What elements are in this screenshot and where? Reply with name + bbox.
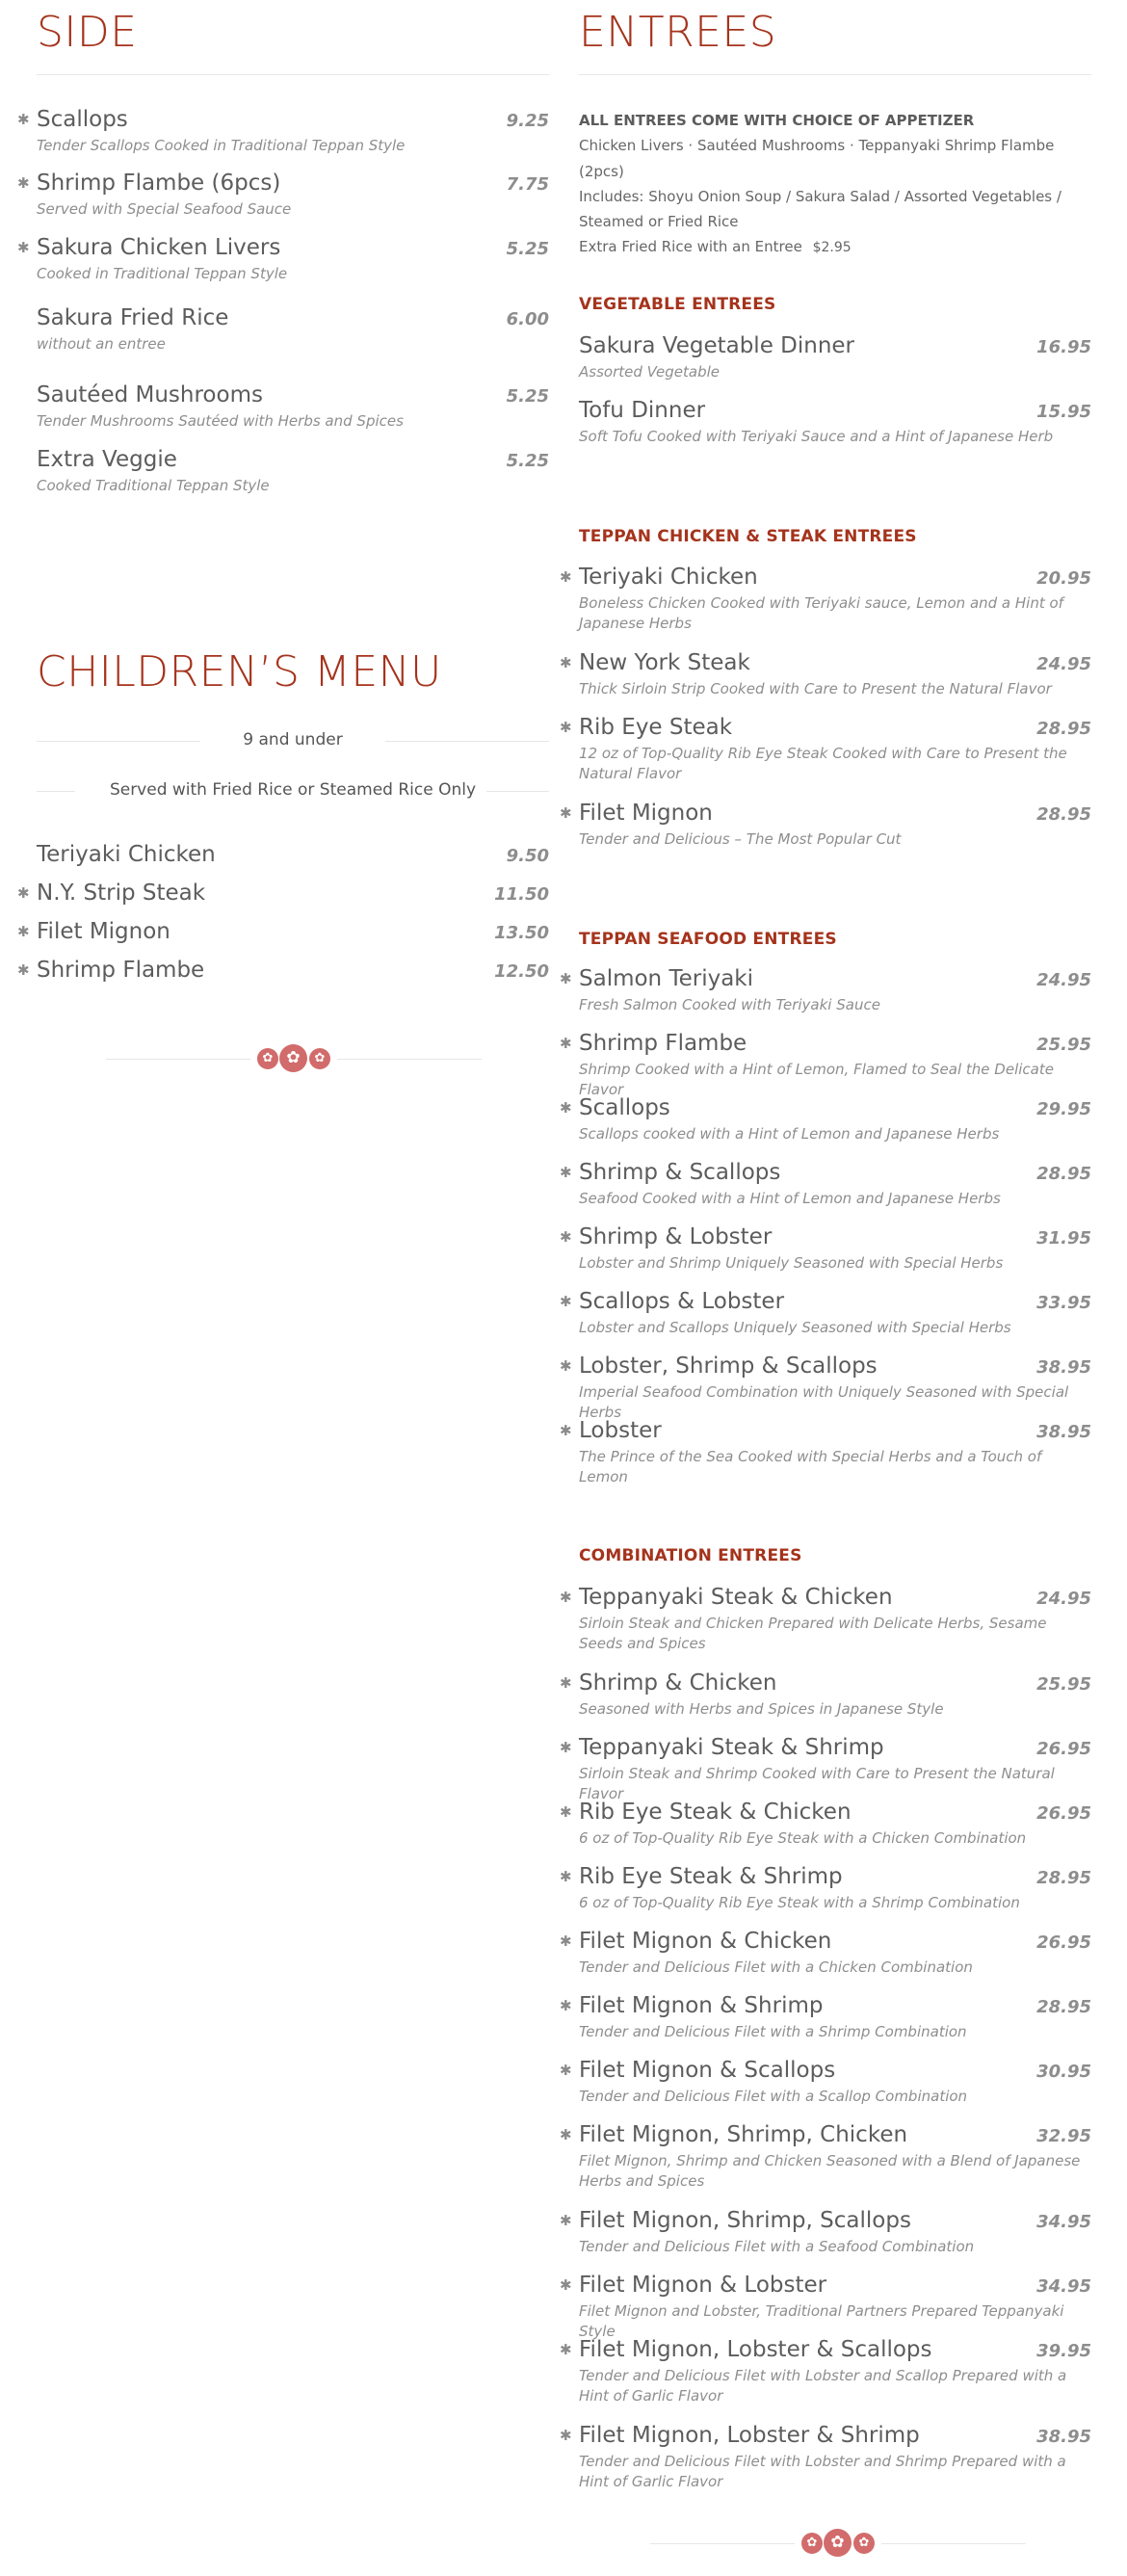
item-name: Filet Mignon & Scallops	[579, 2058, 836, 2083]
item-price: 34.95	[1036, 2212, 1091, 2232]
item-name: Filet Mignon	[37, 919, 170, 944]
item-price: 5.25	[506, 451, 549, 471]
item-price: 6.00	[506, 309, 549, 329]
entrees-note-heading: ALL ENTREES COME WITH CHOICE OF APPETIZER	[579, 112, 975, 129]
star-icon: ✱	[560, 1422, 572, 1439]
item-description: Cooked in Traditional Teppan Style	[37, 264, 288, 282]
side-item	[37, 446, 549, 496]
entrees-title-rule	[579, 74, 1091, 75]
sakura-flower-icon	[279, 1044, 307, 1072]
extra-rice-label: Extra Fried Rice with an Entree	[579, 238, 802, 256]
item-description: Tender Mushrooms Sautéed with Herbs and Spices	[37, 411, 404, 430]
item-name: Lobster, Shrimp & Scallops	[579, 1354, 878, 1379]
seafood-item	[560, 1417, 1091, 1487]
item-price: 39.95	[1036, 2341, 1091, 2361]
section-ornament	[106, 1044, 482, 1073]
combination-item	[560, 2207, 1091, 2257]
item-name: Teppanyaki Steak & Shrimp	[579, 1735, 884, 1760]
item-description: without an entree	[37, 334, 166, 353]
item-description: Seasoned with Herbs and Spices in Japanese Style	[579, 1699, 944, 1718]
item-price: 30.95	[1036, 2062, 1091, 2082]
item-description: Tender and Delicious Filet with a Chicken Combination	[579, 1958, 973, 1976]
item-description: Tender and Delicious Filet with a Shrimp Combination	[579, 2022, 967, 2040]
item-name: Shrimp Flambe (6pcs)	[37, 171, 281, 196]
star-icon: ✱	[560, 1099, 572, 1117]
item-price: 38.95	[1036, 1357, 1091, 1378]
star-icon: ✱	[560, 1868, 572, 1885]
item-name: Filet Mignon & Shrimp	[579, 1993, 824, 2018]
chicken-steak-heading: TEPPAN CHICKEN & STEAK ENTREES	[579, 527, 917, 546]
item-name: Scallops	[37, 107, 128, 132]
item-name: Filet Mignon, Lobster & Scallops	[579, 2337, 932, 2362]
item-description: Fresh Salmon Cooked with Teriyaki Sauce	[579, 995, 880, 1013]
item-name: Shrimp & Chicken	[579, 1670, 777, 1695]
entrees-note-appetizers: Chicken Livers · Sautéed Mushrooms · Teppanyaki Shrimp Flambe (2pcs)	[579, 137, 1055, 180]
star-icon: ✱	[560, 2427, 572, 2444]
item-price: 11.50	[494, 884, 549, 905]
entrees-note-includes: Includes: Shoyu Onion Soup / Sakura Salad / Assorted Vegetables / Steamed or Fried Rice	[579, 187, 1061, 230]
item-description: The Prince of the Sea Cooked with Special Herbs and a Touch of Lemon	[579, 1447, 1042, 1485]
item-price: 28.95	[1036, 1868, 1091, 1888]
item-price: 26.95	[1036, 1739, 1091, 1759]
item-price: 26.95	[1036, 1932, 1091, 1953]
children-title: CHILDREN’S MENU	[37, 647, 442, 697]
side-title-rule	[37, 74, 549, 75]
entrees-note	[579, 108, 1091, 260]
item-price: 5.25	[506, 386, 549, 407]
item-price: 29.95	[1036, 1099, 1091, 1119]
item-price: 34.95	[1036, 2276, 1091, 2297]
combination-item	[560, 1734, 1091, 1804]
item-name: Teriyaki Chicken	[579, 565, 758, 590]
item-description: Tender and Delicious – The Most Popular Cut	[579, 829, 902, 848]
item-description: Sirloin Steak and Shrimp Cooked with Care to Present the Natural Flavor	[579, 1764, 1055, 1802]
item-price: 9.50	[506, 846, 549, 866]
item-price: 13.50	[494, 923, 549, 943]
combination-item	[560, 2336, 1091, 2406]
seafood-item	[560, 1159, 1091, 1209]
star-icon: ✱	[17, 239, 30, 256]
combination-item	[560, 1992, 1091, 2042]
divider	[881, 2543, 1026, 2544]
item-name: Extra Veggie	[37, 447, 177, 472]
item-description: Thick Sirloin Strip Cooked with Care to Present the Natural Flavor	[579, 679, 1052, 697]
item-description: Sirloin Steak and Chicken Prepared with Delicate Herbs, Sesame Seeds and Spices	[579, 1614, 1047, 1652]
item-name: Shrimp & Scallops	[579, 1160, 781, 1185]
star-icon: ✱	[560, 1674, 572, 1692]
item-price: 5.25	[506, 239, 549, 259]
item-description: Tender and Delicious Filet with a Seafood Combination	[579, 2237, 975, 2255]
item-price: 38.95	[1036, 1422, 1091, 1442]
item-name: Salmon Teriyaki	[579, 966, 754, 991]
star-icon: ✱	[560, 1803, 572, 1821]
item-name: Filet Mignon	[579, 801, 713, 826]
item-name: Sakura Fried Rice	[37, 305, 229, 330]
item-price: 24.95	[1036, 654, 1091, 674]
entrees-note-extra-rice	[579, 234, 1091, 260]
chicken-steak-item	[560, 800, 1091, 850]
star-icon: ✱	[560, 2126, 572, 2143]
combination-item	[560, 2272, 1091, 2342]
item-price: 20.95	[1036, 568, 1091, 589]
chicken-steak-item	[560, 714, 1091, 784]
star-icon: ✱	[560, 654, 572, 671]
star-icon: ✱	[560, 1589, 572, 1606]
star-icon: ✱	[560, 1293, 572, 1310]
item-description: Scallops cooked with a Hint of Lemon and Japanese Herbs	[579, 1124, 1000, 1143]
item-name: Teppanyaki Steak & Chicken	[579, 1585, 893, 1610]
item-name: Filet Mignon, Shrimp, Scallops	[579, 2208, 911, 2233]
item-name: Tofu Dinner	[579, 398, 706, 423]
children-item	[17, 957, 549, 985]
item-name: Sakura Chicken Livers	[37, 235, 281, 260]
item-price: 16.95	[1036, 337, 1091, 357]
children-age-note-row	[37, 728, 549, 753]
star-icon: ✱	[560, 1228, 572, 1246]
item-price: 24.95	[1036, 1589, 1091, 1609]
children-item	[37, 841, 549, 869]
combination-item	[560, 1863, 1091, 1913]
item-price: 28.95	[1036, 804, 1091, 825]
star-icon: ✱	[17, 923, 30, 940]
side-item	[17, 106, 549, 156]
item-description: Seafood Cooked with a Hint of Lemon and Japanese Herbs	[579, 1189, 1001, 1207]
item-price: 31.95	[1036, 1228, 1091, 1249]
item-price: 9.25	[506, 111, 549, 131]
seafood-item	[560, 1030, 1091, 1100]
item-price: 25.95	[1036, 1035, 1091, 1055]
combination-item	[560, 1669, 1091, 1720]
sakura-flower-icon	[801, 2533, 823, 2554]
star-icon: ✱	[17, 111, 30, 128]
item-description: Lobster and Scallops Uniquely Seasoned with Special Herbs	[579, 1318, 1011, 1336]
item-price: 26.95	[1036, 1803, 1091, 1824]
sakura-flower-icon	[824, 2529, 852, 2557]
divider	[650, 2543, 795, 2544]
item-name: Lobster	[579, 1418, 662, 1443]
item-description: Tender Scallops Cooked in Traditional Teppan Style	[37, 136, 406, 154]
item-name: Filet Mignon, Lobster & Shrimp	[579, 2423, 920, 2448]
star-icon: ✱	[560, 1035, 572, 1052]
children-item	[17, 918, 549, 946]
item-price: 32.95	[1036, 2126, 1091, 2146]
item-name: Filet Mignon & Chicken	[579, 1929, 832, 1954]
star-icon: ✱	[560, 1739, 572, 1756]
item-description: Tender and Delicious Filet with Lobster and Shrimp Prepared with a Hint of Garlic Flavor	[579, 2452, 1066, 2490]
item-description: Imperial Seafood Combination with Uniquely Seasoned with Special Herbs	[579, 1382, 1069, 1421]
chicken-steak-item	[560, 649, 1091, 699]
item-price: 38.95	[1036, 2427, 1091, 2447]
item-description: 12 oz of Top-Quality Rib Eye Steak Cooked with Care to Present the Natural Flavor	[579, 744, 1067, 782]
combination-item	[560, 2057, 1091, 2107]
children-served-note: Served with Fried Rice or Steamed Rice Only	[109, 780, 477, 800]
item-price: 24.95	[1036, 970, 1091, 990]
children-served-note-row	[37, 778, 549, 803]
item-price: 7.75	[506, 174, 549, 195]
item-description: 6 oz of Top-Quality Rib Eye Steak with a Shrimp Combination	[579, 1893, 1020, 1911]
item-name: N.Y. Strip Steak	[37, 881, 206, 906]
divider	[106, 1059, 250, 1060]
vegetable-item	[579, 332, 1091, 382]
side-item	[17, 170, 549, 220]
item-description: Shrimp Cooked with a Hint of Lemon, Flamed to Seal the Delicate Flavor	[579, 1060, 1054, 1098]
side-item	[17, 234, 549, 284]
item-name: Shrimp Flambe	[579, 1031, 747, 1056]
combination-item	[560, 1584, 1091, 1654]
item-name: Shrimp & Lobster	[579, 1224, 773, 1249]
vegetable-heading: VEGETABLE ENTREES	[579, 295, 776, 314]
seafood-item	[560, 965, 1091, 1015]
combination-item	[560, 1799, 1091, 1849]
sakura-flower-icon	[309, 1048, 330, 1069]
sakura-flower-icon	[257, 1048, 278, 1069]
star-icon: ✱	[560, 719, 572, 736]
item-description: Filet Mignon and Lobster, Traditional Partners Prepared Teppanyaki Style	[579, 2301, 1064, 2340]
star-icon: ✱	[560, 1164, 572, 1181]
children-item	[17, 880, 549, 907]
item-name: Scallops	[579, 1095, 670, 1120]
star-icon: ✱	[560, 1357, 572, 1375]
star-icon: ✱	[560, 1997, 572, 2014]
item-name: Scallops & Lobster	[579, 1289, 785, 1314]
children-age-note: 9 and under	[243, 730, 343, 749]
item-description: Filet Mignon, Shrimp and Chicken Seasoned with a Blend of Japanese Herbs and Spices	[579, 2151, 1081, 2190]
divider	[337, 1059, 482, 1060]
star-icon: ✱	[560, 568, 572, 586]
item-description: Soft Tofu Cooked with Teriyaki Sauce and a Hint of Japanese Herb	[579, 427, 1054, 445]
side-item	[37, 381, 549, 432]
item-description: Boneless Chicken Cooked with Teriyaki sauce, Lemon and a Hint of Japanese Herbs	[579, 593, 1063, 632]
star-icon: ✱	[17, 884, 30, 902]
item-price: 25.95	[1036, 1674, 1091, 1695]
chicken-steak-item	[560, 564, 1091, 634]
item-description: Assorted Vegetable	[579, 362, 720, 381]
item-description: Tender and Delicious Filet with a Scallop Combination	[579, 2087, 968, 2105]
item-price: 15.95	[1036, 402, 1091, 422]
extra-rice-price: $2.95	[812, 240, 852, 256]
item-name: Sautéed Mushrooms	[37, 382, 263, 407]
item-price: 33.95	[1036, 1293, 1091, 1313]
item-name: Teriyaki Chicken	[37, 842, 216, 867]
star-icon: ✱	[560, 2062, 572, 2079]
item-price: 12.50	[494, 961, 549, 982]
seafood-item	[560, 1094, 1091, 1144]
item-description: Cooked Traditional Teppan Style	[37, 476, 270, 494]
star-icon: ✱	[560, 2341, 572, 2358]
vegetable-item	[579, 397, 1091, 447]
sakura-flower-icon	[853, 2533, 875, 2554]
item-name: Sakura Vegetable Dinner	[579, 333, 855, 358]
entrees-title: ENTREES	[579, 8, 777, 57]
item-price: 28.95	[1036, 1164, 1091, 1184]
item-price: 28.95	[1036, 1997, 1091, 2017]
item-name: Rib Eye Steak & Shrimp	[579, 1864, 843, 1889]
star-icon: ✱	[560, 1932, 572, 1950]
item-name: Shrimp Flambe	[37, 958, 205, 983]
combination-item	[560, 2422, 1091, 2492]
seafood-item	[560, 1288, 1091, 1338]
star-icon: ✱	[17, 961, 30, 979]
item-description: 6 oz of Top-Quality Rib Eye Steak with a Chicken Combination	[579, 1828, 1027, 1847]
item-description: Tender and Delicious Filet with Lobster and Scallop Prepared with a Hint of Garlic Flavor	[579, 2366, 1067, 2405]
section-ornament	[650, 2529, 1026, 2558]
side-item	[37, 304, 549, 355]
item-name: New York Steak	[579, 650, 750, 675]
star-icon: ✱	[560, 970, 572, 987]
combination-heading: COMBINATION ENTREES	[579, 1546, 802, 1565]
seafood-item	[560, 1353, 1091, 1423]
combination-item	[560, 2121, 1091, 2192]
item-name: Rib Eye Steak	[579, 715, 733, 740]
star-icon: ✱	[560, 804, 572, 822]
item-name: Rib Eye Steak & Chicken	[579, 1800, 852, 1825]
seafood-item	[560, 1223, 1091, 1274]
item-description: Served with Special Seafood Sauce	[37, 199, 292, 218]
star-icon: ✱	[17, 174, 30, 192]
item-price: 28.95	[1036, 719, 1091, 739]
combination-item	[560, 1928, 1091, 1978]
star-icon: ✱	[560, 2212, 572, 2229]
item-description: Lobster and Shrimp Uniquely Seasoned with Special Herbs	[579, 1253, 1004, 1272]
side-title: SIDE	[37, 8, 138, 57]
seafood-heading: TEPPAN SEAFOOD ENTREES	[579, 930, 837, 949]
star-icon: ✱	[560, 2276, 572, 2294]
item-name: Filet Mignon, Shrimp, Chicken	[579, 2122, 908, 2147]
item-name: Filet Mignon & Lobster	[579, 2273, 827, 2298]
